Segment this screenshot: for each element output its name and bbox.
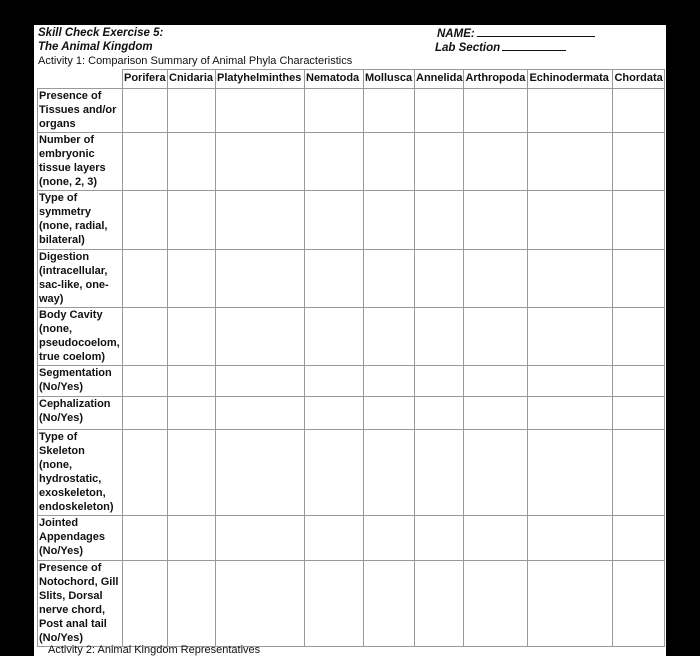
answer-cell[interactable]	[305, 516, 364, 561]
answer-cell[interactable]	[415, 308, 464, 366]
answer-cell[interactable]	[415, 89, 464, 133]
answer-cell[interactable]	[528, 430, 613, 516]
answer-cell[interactable]	[123, 366, 168, 397]
answer-cell[interactable]	[216, 133, 305, 191]
answer-cell[interactable]	[364, 430, 415, 516]
answer-cell[interactable]	[464, 133, 528, 191]
answer-cell[interactable]	[168, 430, 216, 516]
answer-cell[interactable]	[305, 366, 364, 397]
answer-cell[interactable]	[464, 430, 528, 516]
column-header: Mollusca	[364, 70, 415, 89]
answer-cell[interactable]	[216, 250, 305, 308]
table-row	[38, 89, 665, 133]
exercise-subtitle: The Animal Kingdom	[38, 41, 153, 53]
answer-cell[interactable]	[528, 133, 613, 191]
table-row	[38, 250, 665, 308]
column-header: Cnidaria	[168, 70, 216, 89]
answer-cell[interactable]	[415, 561, 464, 647]
answer-cell[interactable]	[123, 561, 168, 647]
row-label: Jointed Appendages (No/Yes)	[38, 516, 123, 561]
answer-cell[interactable]	[528, 89, 613, 133]
table-row	[38, 397, 665, 430]
table-row	[38, 308, 665, 366]
lab-section-label: Lab Section	[435, 42, 501, 54]
answer-cell[interactable]	[364, 89, 415, 133]
answer-cell[interactable]	[364, 561, 415, 647]
answer-cell[interactable]	[305, 308, 364, 366]
column-header: Platyhelminthes	[216, 70, 305, 89]
answer-cell[interactable]	[464, 191, 528, 250]
answer-cell[interactable]	[415, 191, 464, 250]
lab-section-field	[435, 41, 566, 54]
answer-cell[interactable]	[305, 191, 364, 250]
answer-cell[interactable]	[168, 397, 216, 430]
answer-cell[interactable]	[168, 89, 216, 133]
answer-cell[interactable]	[364, 133, 415, 191]
answer-cell[interactable]	[216, 366, 305, 397]
name-label: NAME:	[437, 28, 475, 40]
answer-cell[interactable]	[305, 89, 364, 133]
answer-cell[interactable]	[216, 89, 305, 133]
answer-cell[interactable]	[305, 250, 364, 308]
answer-cell[interactable]	[123, 397, 168, 430]
answer-cell[interactable]	[464, 250, 528, 308]
row-label: Cephalization (No/Yes)	[38, 397, 123, 430]
answer-cell[interactable]	[168, 308, 216, 366]
answer-cell[interactable]	[613, 430, 664, 516]
answer-cell[interactable]	[305, 133, 364, 191]
lab-section-blank[interactable]	[502, 41, 566, 51]
answer-cell[interactable]	[464, 561, 528, 647]
answer-cell[interactable]	[613, 191, 664, 250]
answer-cell[interactable]	[123, 516, 168, 561]
answer-cell[interactable]	[364, 516, 415, 561]
answer-cell[interactable]	[216, 308, 305, 366]
answer-cell[interactable]	[216, 516, 305, 561]
column-header: Echinodermata	[528, 70, 613, 89]
answer-cell[interactable]	[613, 133, 664, 191]
answer-cell[interactable]	[613, 561, 664, 647]
answer-cell[interactable]	[528, 397, 613, 430]
answer-cell[interactable]	[123, 191, 168, 250]
answer-cell[interactable]	[305, 397, 364, 430]
answer-cell[interactable]	[415, 516, 464, 561]
answer-cell[interactable]	[415, 430, 464, 516]
answer-cell[interactable]	[168, 561, 216, 647]
answer-cell[interactable]	[216, 397, 305, 430]
table-row	[38, 516, 665, 561]
answer-cell[interactable]	[528, 191, 613, 250]
answer-cell[interactable]	[528, 561, 613, 647]
answer-cell[interactable]	[613, 89, 664, 133]
table-row	[38, 191, 665, 250]
table-row	[38, 561, 665, 647]
answer-cell[interactable]	[168, 191, 216, 250]
table-row	[38, 366, 665, 397]
answer-cell[interactable]	[123, 430, 168, 516]
answer-cell[interactable]	[364, 366, 415, 397]
column-header: Arthropoda	[464, 70, 528, 89]
answer-cell[interactable]	[123, 308, 168, 366]
answer-cell[interactable]	[168, 366, 216, 397]
name-blank[interactable]	[477, 27, 595, 37]
answer-cell[interactable]	[168, 250, 216, 308]
answer-cell[interactable]	[364, 397, 415, 430]
row-label: Type of Skeleton (none, hydrostatic, exoskeleton, endoskeleton)	[38, 430, 123, 516]
answer-cell[interactable]	[123, 250, 168, 308]
answer-cell[interactable]	[464, 366, 528, 397]
column-header: Chordata	[613, 70, 664, 89]
answer-cell[interactable]	[216, 561, 305, 647]
answer-cell[interactable]	[528, 516, 613, 561]
answer-cell[interactable]	[123, 133, 168, 191]
answer-cell[interactable]	[528, 308, 613, 366]
corner-cell	[38, 70, 123, 89]
table-row	[38, 430, 665, 516]
exercise-title: Skill Check Exercise 5:	[38, 27, 164, 39]
answer-cell[interactable]	[305, 561, 364, 647]
row-label: Body Cavity (none, pseudocoelom, true coelom)	[38, 308, 123, 366]
answer-cell[interactable]	[415, 397, 464, 430]
name-field	[437, 27, 595, 40]
answer-cell[interactable]	[528, 250, 613, 308]
row-label: Presence of Tissues and/or organs	[38, 89, 123, 133]
column-header: Porifera	[123, 70, 168, 89]
answer-cell[interactable]	[364, 308, 415, 366]
answer-cell[interactable]	[528, 366, 613, 397]
row-label: Digestion (intracellular, sac-like, one- way)	[38, 250, 123, 308]
answer-cell[interactable]	[613, 366, 664, 397]
answer-cell[interactable]	[415, 133, 464, 191]
row-label: Segmentation (No/Yes)	[38, 366, 123, 397]
answer-cell[interactable]	[415, 366, 464, 397]
column-header: Nematoda	[305, 70, 364, 89]
answer-cell[interactable]	[464, 397, 528, 430]
answer-cell[interactable]	[168, 133, 216, 191]
answer-cell[interactable]	[613, 397, 664, 430]
answer-cell[interactable]	[305, 430, 364, 516]
column-header: Annelida	[415, 70, 464, 89]
row-label: Number of embryonic tissue layers (none, 2, 3)	[38, 133, 123, 191]
worksheet	[34, 25, 666, 656]
answer-cell[interactable]	[216, 430, 305, 516]
answer-cell[interactable]	[464, 516, 528, 561]
answer-cell[interactable]	[415, 250, 464, 308]
answer-cell[interactable]	[168, 516, 216, 561]
row-label: Type of symmetry (none, radial, bilateral)	[38, 191, 123, 250]
answer-cell[interactable]	[464, 89, 528, 133]
answer-cell[interactable]	[464, 308, 528, 366]
answer-cell[interactable]	[613, 308, 664, 366]
answer-cell[interactable]	[364, 250, 415, 308]
answer-cell[interactable]	[216, 191, 305, 250]
table-row	[38, 133, 665, 191]
row-label: Presence of Notochord, Gill Slits, Dorsal nerve chord, Post anal tail (No/Yes)	[38, 561, 123, 647]
activity-title: Activity 1: Comparison Summary of Animal Phyla Characteristics	[38, 55, 353, 67]
next-activity-heading: Activity 2: Animal Kingdom Representatives	[48, 644, 261, 656]
answer-cell[interactable]	[613, 516, 664, 561]
answer-cell[interactable]	[123, 89, 168, 133]
answer-cell[interactable]	[613, 250, 664, 308]
phyla-comparison-table	[37, 69, 665, 647]
answer-cell[interactable]	[364, 191, 415, 250]
